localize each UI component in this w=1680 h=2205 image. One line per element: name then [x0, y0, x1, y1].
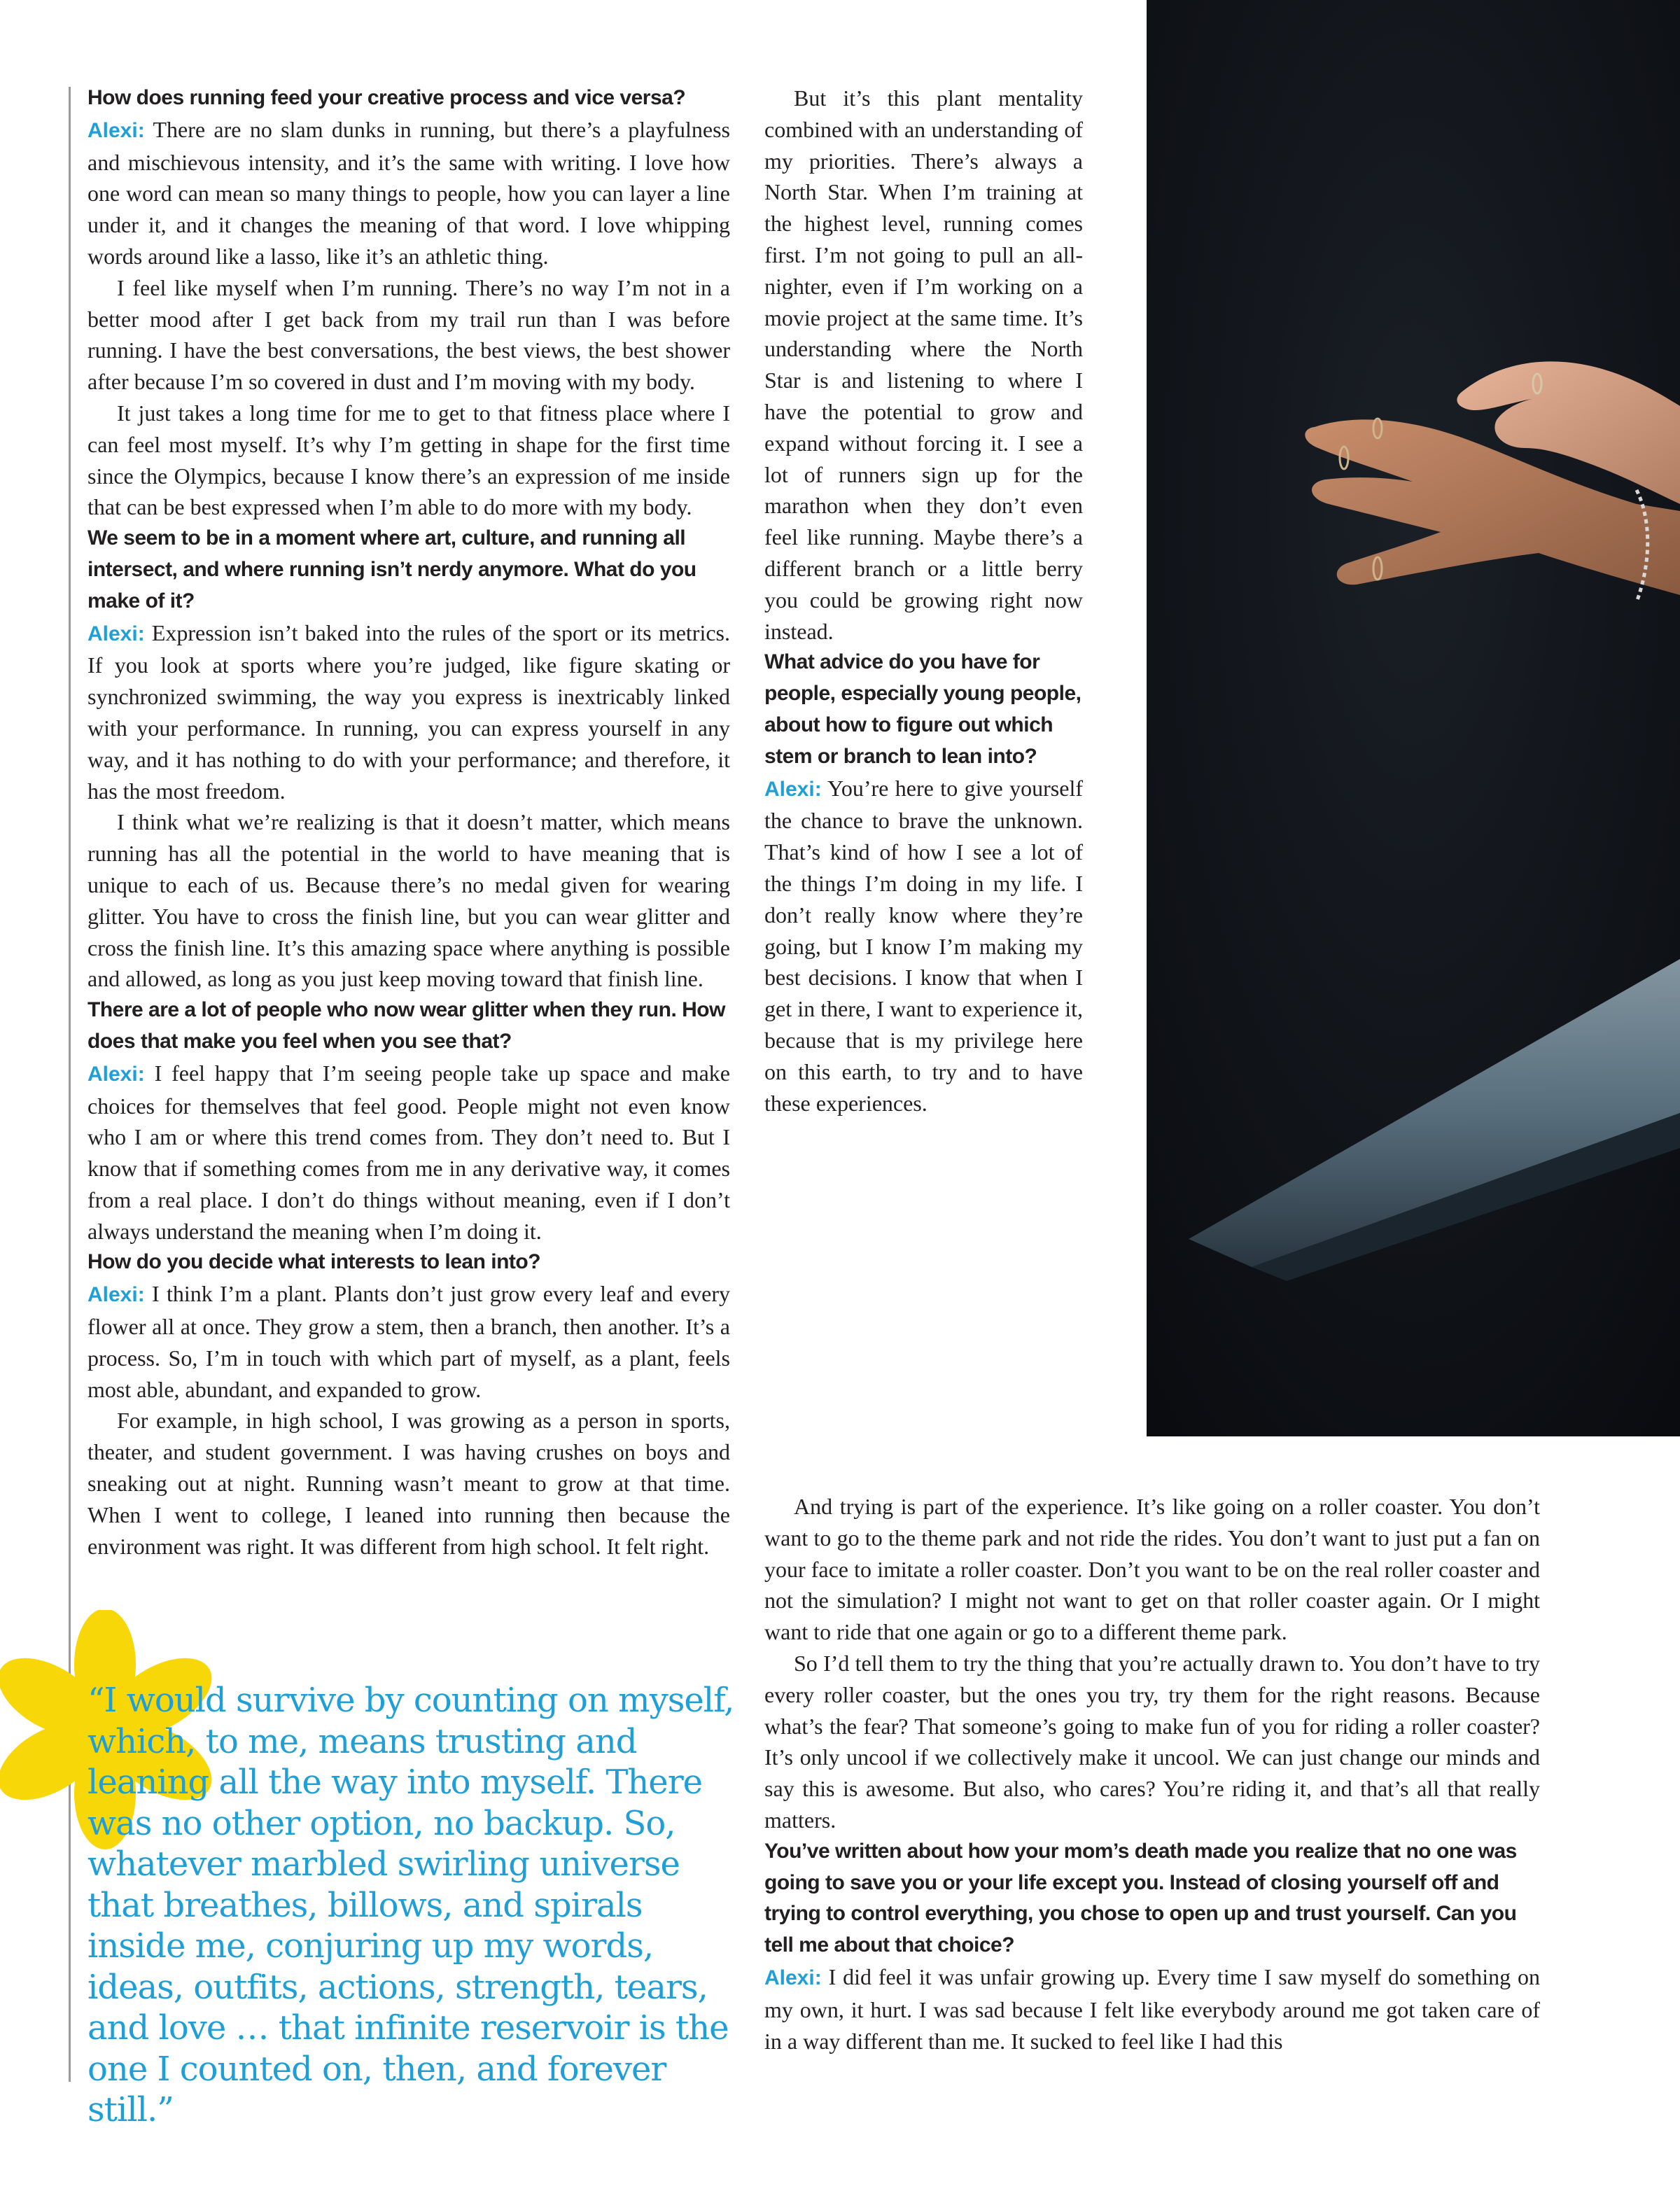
speaker-label: Alexi: — [88, 118, 145, 142]
answer-1-paragraph-2: I feel like myself when I’m running. There’s no way I’m not in a better mood after I get back from my trail run than I was before running. I have the best conversations, the best views, the best shower after because I’m so covered in dust and I’m moving with my body. — [88, 274, 730, 395]
answer-6-text: I did feel it was unfair growing up. Every time I saw myself do something on my own, it hurt. I was sad because I felt like everybody around me got taken care of in a way different than me. It sucked to feel like I had this — [764, 1963, 1541, 2054]
photo-illustration — [1147, 0, 1680, 1436]
answer-5-text: You’re here to give yourself the chance to brave the unknown. That’s kind of how I see a lot of the things I’m doing in my life. I don’t really know where they’re going, but I know I’m making my best decisions. I know that when I get in there, I want to experience it, because that is my privilege here on this earth, to try and to have these experiences. — [764, 775, 1084, 1116]
answer-1-text: There are no slam dunks in running, but there’s a playfulness and mischievous intensity, and it’s the same with writing. I love how one word can mean so many things to people, how you can layer a line under it, and it changes the meaning of that word. I love whipping words around like a lasso, like it’s an athletic thing. — [88, 116, 731, 269]
answer-4-text: I think I’m a plant. Plants don’t just grow every leaf and every flower all at once. They grow a stem, then a branch, then another. It’s a process. So, I’m in touch with which part of myself, as a plant, feels most able, abundant, and expanded to grow. — [88, 1281, 731, 1402]
answer-5-paragraph-3: So I’d tell them to try the thing that you’re actually drawn to. You don’t have to try every roller coaster, but the ones you try, try them for the right reasons. Because what’s the fear? That someone’s going to make fun of you for riding a roller coaster? It’s only uncool if we collectively make it uncool. We can just change our minds and say this is awesome. But also, who cares? You’re riding it, and that’s all that really matters. — [764, 1650, 1540, 1833]
speaker-label: Alexi: — [764, 1966, 822, 1989]
answer-6-paragraph — [764, 1961, 1540, 2057]
column-2 — [764, 83, 1083, 1119]
speaker-label: Alexi: — [88, 622, 145, 645]
answer-2-paragraph-2: I think what we’re realizing is that it doesn’t matter, which means running has all the potential in the world to have meaning that is unique to each of us. Because there’s no medal given for wearing glitter. You have to cross the finish line, but you can wear glitter and cross the finish line. It’s this amazing space where anything is possible and allowed, as long as you just keep moving toward that finish line. — [88, 809, 730, 992]
question-1: How does running feed your creative process and vice versa? — [88, 86, 686, 109]
pull-quote: “I would survive by counting on myself, which, to me, means trusting and leaning all the way into myself. There was no other option, no backup. So, whatever marbled swirling universe that breathes, billows, and spirals inside me, conjuring up my words, ideas, outfits, actions, strength, tears, and love … that infinite reservoir is the one I counted on, then, and forever still.” — [88, 1681, 734, 2129]
question-2: We seem to be in a moment where art, culture, and running all intersect, and where running isn’t nerdy anymore. What do you make of it? — [88, 526, 696, 612]
answer-1-paragraph — [88, 114, 730, 272]
answer-3-text: I feel happy that I’m seeing people take up space and make choices for themselves that feel good. People might not even know who I am or where this trend comes from. They don’t need to. But I know that if something comes from me in any derivative way, it comes from a real place. I don’t do things without meaning, even if I don’t always understand the meaning when I’m doing it. — [88, 1060, 731, 1244]
speaker-label: Alexi: — [764, 777, 822, 801]
answer-1-paragraph-3: It just takes a long time for me to get to that fitness place where I can feel most myself. It’s why I’m getting in shape for the first time since the Olympics, because I know there’s an expression of me inside that can be best expressed when I’m able to do more with my body. — [88, 400, 730, 520]
photo-hands — [1147, 0, 1680, 1436]
answer-4-paragraph-2: For example, in high school, I was growing as a person in sports, theater, and student government. I was having crushes on boys and sneaking out at night. Running wasn’t meant to grow at that time. When I went to college, I leaned into running then because the environment was right. It was different from high school. It felt right. — [88, 1408, 730, 1559]
question-3: There are a lot of people who now wear glitter when they run. How does that make you feel when you see that? — [88, 998, 725, 1053]
answer-2-text: Expression isn’t baked into the rules of the sport or its metrics. If you look at sports where you’re judged, like figure skating or synchronized swimming, the way you express is inextricably linked with your performance. In running, you can express yourself in any way, and it has nothing to do with your performance; and therefore, it has the most freedom. — [88, 620, 731, 804]
speaker-label: Alexi: — [88, 1062, 145, 1086]
answer-4-paragraph-3: But it’s this plant mentality combined with an understanding of my priorities. There’s always a North Star. When I’m training at the highest level, running comes first. I’m not going to pull an all-nighter, even if I’m working on a movie project at the same time. It’s understanding where the North Star is and listening to where I have the potential to grow and expand without forcing it. I see a lot of runners sign up for the marathon when they don’t even feel like running. Maybe there’s a different branch or a little berry you could be growing right now instead. — [764, 85, 1083, 644]
question-4: How do you decide what interests to lean into? — [88, 1250, 541, 1274]
speaker-label: Alexi: — [88, 1283, 145, 1307]
answer-5-paragraph-2: And trying is part of the experience. It’s like going on a roller coaster. You don’t want to go to the theme park and not ride the rides. You don’t want to just put a fan on your face to imitate a roller coaster. Don’t you want to be on the real roller coaster and not the simulation? I might not want to get on that roller coaster again. Or I might want to ride that one again or go to a different theme park. — [764, 1494, 1540, 1645]
answer-3-paragraph — [88, 1058, 730, 1247]
answer-4-paragraph — [88, 1278, 730, 1405]
answer-5-paragraph — [764, 773, 1083, 1119]
question-6: You’ve written about how your mom’s death made you realize that no one was going to save you or your life except you. Instead of closing yourself off and trying to control everything, you chose to open up and trust yourself. Can you tell me about that choice? — [764, 1839, 1517, 1957]
answer-2-paragraph — [88, 617, 730, 807]
column-3 — [764, 1491, 1540, 2057]
question-5: What advice do you have for people, especially young people, about how to figure out which stem or branch to lean into? — [764, 650, 1082, 768]
column-1 — [88, 83, 730, 1562]
